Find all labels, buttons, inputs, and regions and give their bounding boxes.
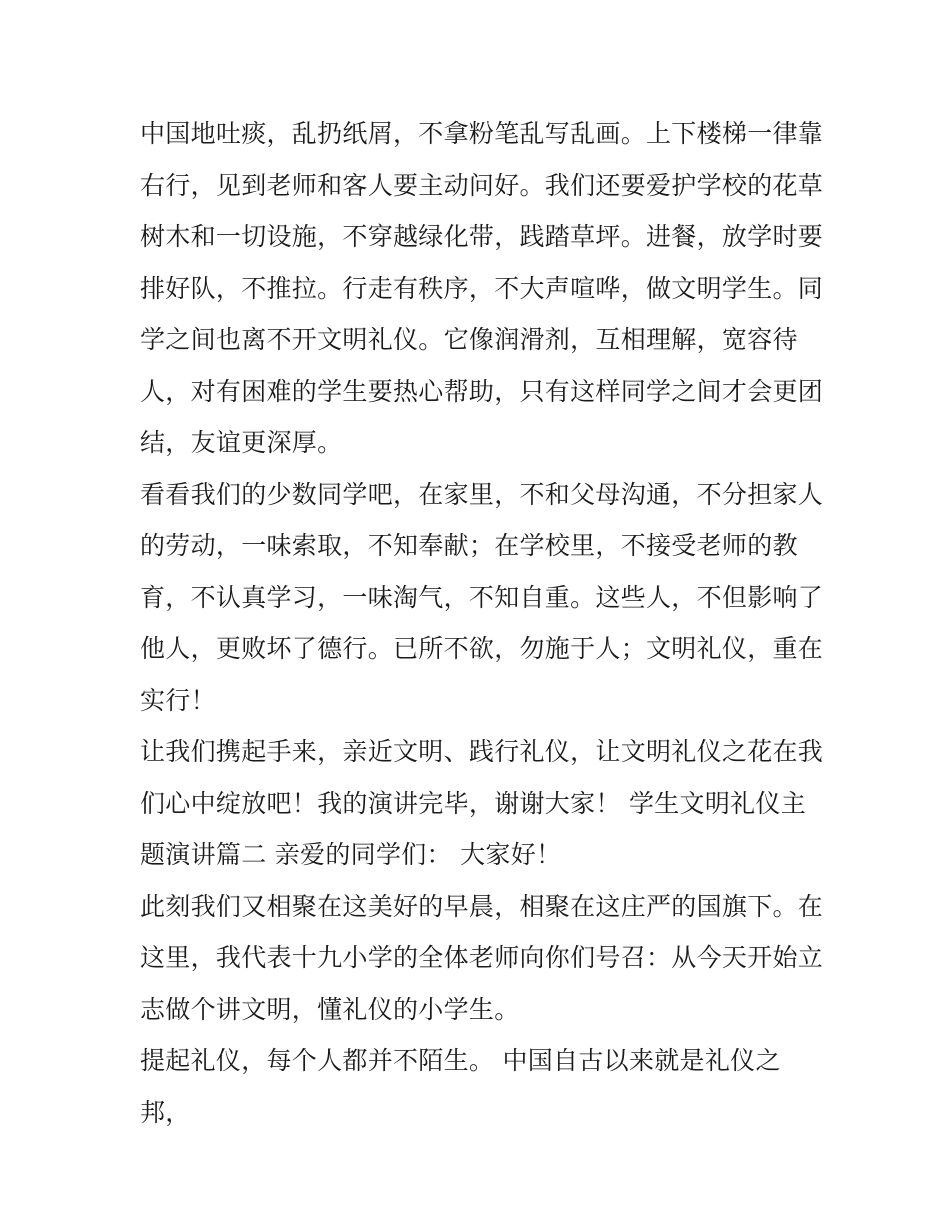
text-line: 他人，更败坏了德行。已所不欲，勿施于人；文明礼仪，重在	[140, 634, 824, 663]
text-line: 排好队，不推拉。行走有秩序，不大声喧哗，做文明学生。同	[140, 273, 824, 303]
paragraph-3	[140, 726, 824, 881]
text-line: 育，不认真学习，一味淘气，不知自重。这些人，不但影响了	[140, 582, 824, 612]
text-line: 中国地吐痰，乱扔纸屑，不拿粉笔乱写乱画。上下楼梯一律靠	[140, 119, 824, 148]
text-line: 让我们携起手来，亲近文明、践行礼仪，让文明礼仪之花在我	[140, 737, 824, 766]
text-line: 树木和一切设施，不穿越绿化带，践踏草坪。进餐，放学时要	[140, 222, 824, 251]
text-line: 提起礼仪，每个人都并不陌生。 中国自古以来就是礼仪之	[140, 1046, 781, 1075]
paragraph-2	[140, 469, 824, 727]
text-line: 题演讲篇二 亲爱的同学们： 大家好！	[140, 840, 562, 869]
paragraph-4	[140, 881, 824, 1036]
text-line: 志做个讲文明，懂礼仪的小学生。	[140, 994, 520, 1024]
text-line: 邦，	[140, 1097, 191, 1127]
text-line: 右行，见到老师和客人要主动问好。我们还要爱护学校的花草	[140, 170, 824, 200]
text-line: 这里，我代表十九小学的全体老师向你们号召：从今天开始立	[140, 943, 824, 972]
text-line: 看看我们的少数同学吧，在家里，不和父母沟通，不分担家人	[140, 479, 824, 509]
paragraph-5	[140, 1035, 820, 1138]
text-line: 学之间也离不开文明礼仪。它像润滑剂，互相理解，宽容待	[140, 325, 798, 354]
text-line: 们心中绽放吧！我的演讲完毕，谢谢大家！ 学生文明礼仪主	[140, 788, 807, 818]
text-line: 人，对有困难的学生要热心帮助，只有这样同学之间才会更团	[140, 376, 824, 406]
text-line: 的劳动，一味索取，不知奉献；在学校里，不接受老师的教	[140, 531, 798, 560]
text-line: 实行！	[140, 685, 216, 715]
text-line: 结，友谊更深厚。	[140, 428, 343, 457]
text-line: 此刻我们又相聚在这美好的早晨，相聚在这庄严的国旗下。在	[140, 891, 824, 921]
paragraph-1	[140, 108, 824, 469]
document-body	[140, 108, 824, 1138]
